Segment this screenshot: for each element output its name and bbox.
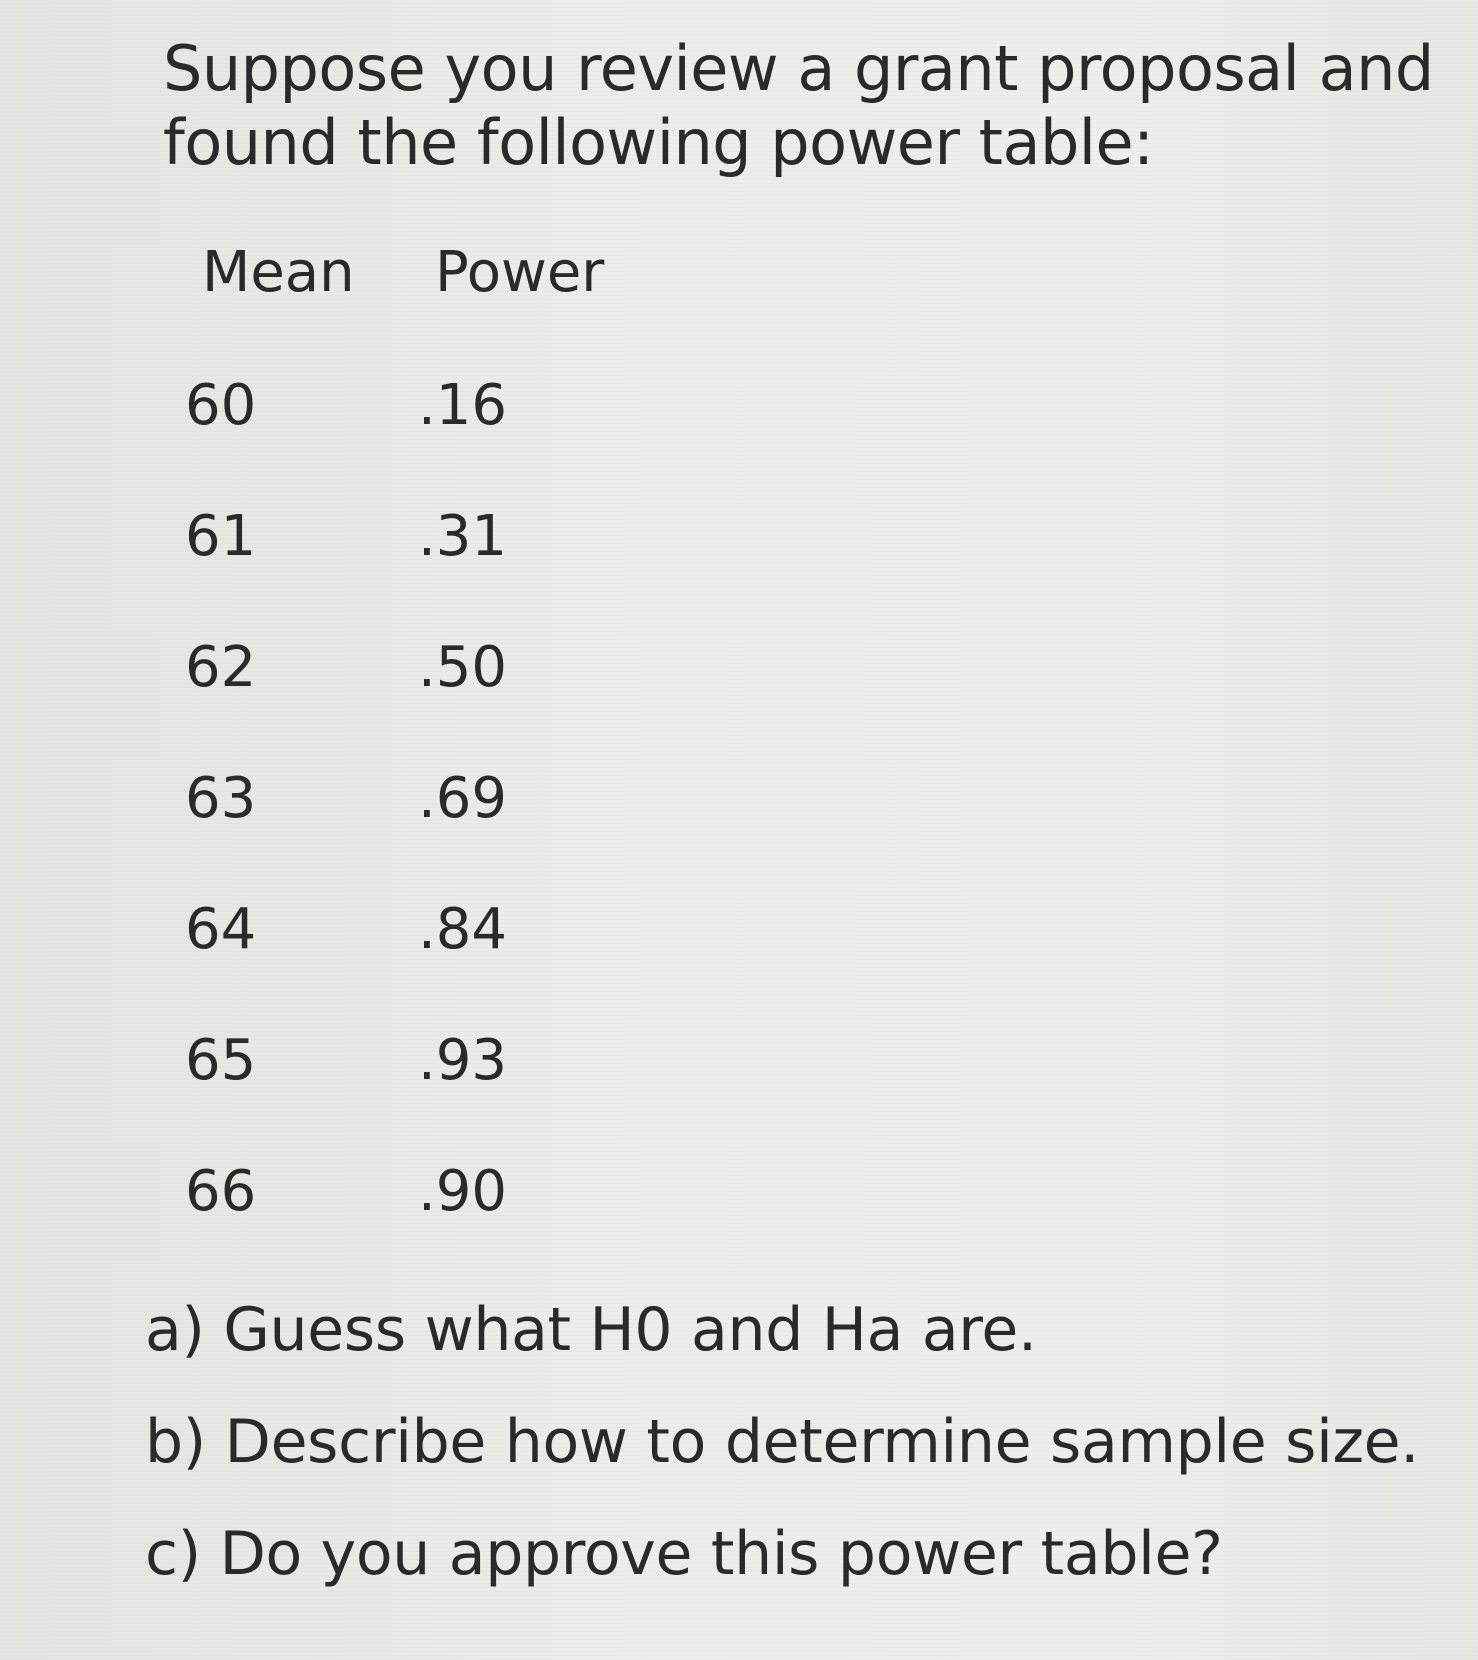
table-row [185, 602, 605, 733]
cell-power: .90 [418, 1159, 508, 1224]
table-row [185, 733, 605, 864]
power-table [185, 240, 605, 1257]
cell-mean: 60 [185, 373, 257, 438]
cell-power: .69 [418, 766, 508, 831]
table-row [185, 864, 605, 995]
question-c: c) Do you approve this power table? [145, 1519, 1223, 1589]
cell-mean: 62 [185, 635, 257, 700]
header-power: Power [435, 240, 605, 305]
question-a: a) Guess what H0 and Ha are. [145, 1295, 1037, 1365]
header-mean: Mean [202, 240, 355, 305]
table-row [185, 471, 605, 602]
cell-mean: 65 [185, 1028, 257, 1093]
cell-power: .93 [418, 1028, 508, 1093]
intro-text [163, 32, 1434, 180]
cell-mean: 64 [185, 897, 257, 962]
cell-power: .31 [418, 504, 508, 569]
cell-power: .50 [418, 635, 508, 700]
cell-power: .16 [418, 373, 508, 438]
table-row [185, 340, 605, 471]
cell-mean: 63 [185, 766, 257, 831]
table-header [202, 240, 605, 340]
intro-line-1: Suppose you review a grant proposal and [163, 32, 1434, 105]
cell-power: .84 [418, 897, 508, 962]
intro-line-2: found the following power table: [163, 106, 1154, 179]
question-list [145, 1295, 1435, 1636]
question-b: b) Describe how to determine sample size. [145, 1407, 1420, 1477]
cell-mean: 61 [185, 504, 257, 569]
table-row [185, 1126, 605, 1257]
table-row [185, 995, 605, 1126]
cell-mean: 66 [185, 1159, 257, 1224]
